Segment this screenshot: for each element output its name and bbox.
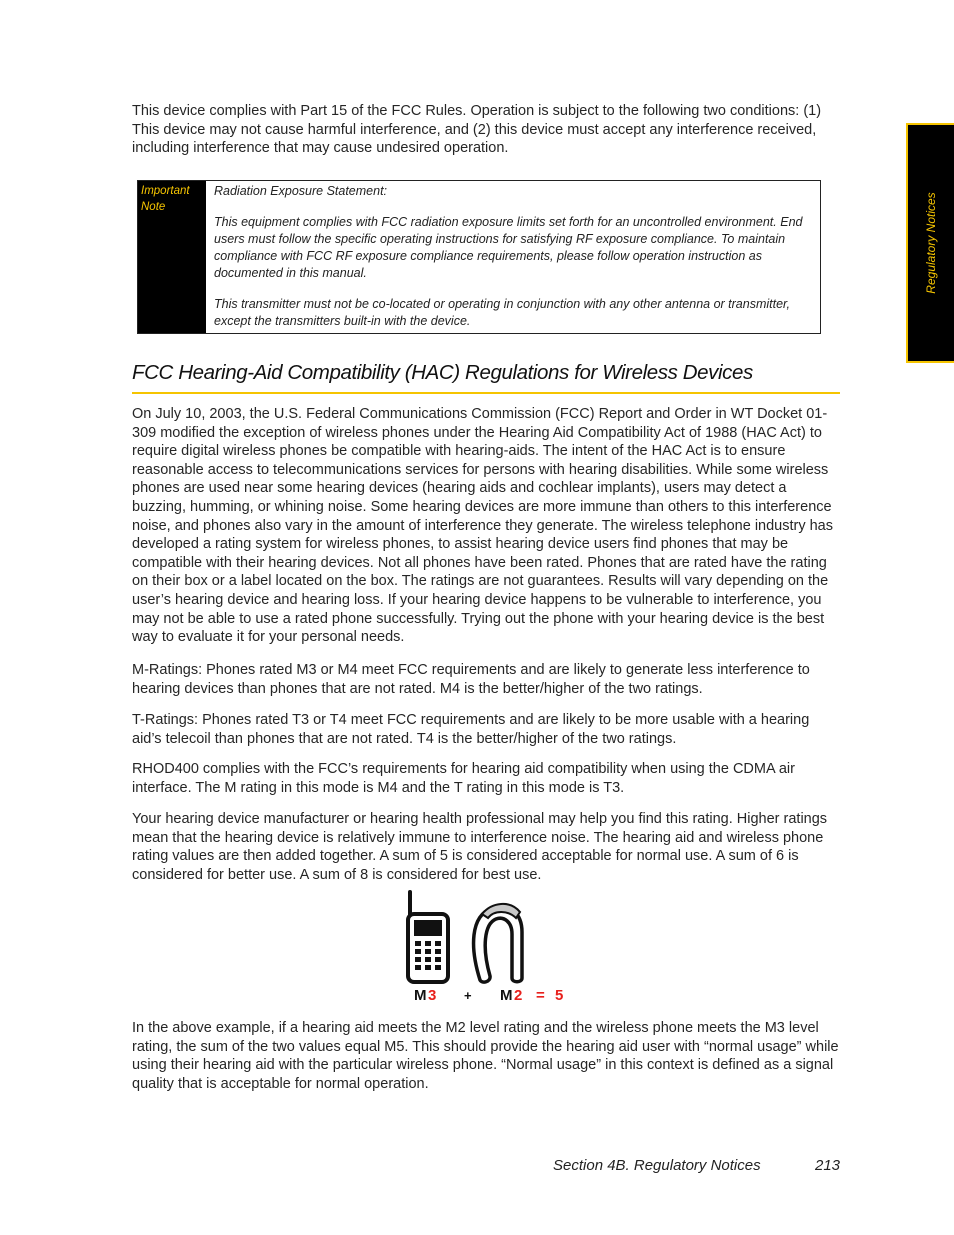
sum-value: 5 bbox=[555, 987, 564, 1004]
example-paragraph: In the above example, if a hearing aid meets the M2 level rating and the wireless phone meets the M3 level rating, the sum of the two values equal M5. This should provide the hearing aid user with “normal usage” while using their hearing aid with the particular wireless phone. “Normal usage” in this context is defined as a signal quality that is acceptable for normal operation. bbox=[132, 1020, 839, 1092]
note-label-line1: Important bbox=[141, 185, 190, 197]
footer-section-title: Section 4B. Regulatory Notices bbox=[553, 1157, 761, 1174]
side-tab-label: Regulatory Notices bbox=[924, 192, 938, 294]
note-paragraph-1: This equipment complies with FCC radiation exposure limits set forth for an uncontrolled environment. End users must follow the specific operating instructions for satisfying RF exposure compliance. To maintain compliance with FCC RF exposure compliance requirements, please follow operation instruction as documented in this manual. bbox=[214, 215, 803, 280]
aid-rating-digit: 2 bbox=[514, 987, 523, 1004]
heading-rule bbox=[132, 392, 840, 394]
note-label-column bbox=[138, 181, 206, 333]
phone-rating-digit: 3 bbox=[428, 987, 437, 1004]
note-label-line2: Note bbox=[141, 201, 166, 213]
rhod-paragraph: RHOD400 complies with the FCC’s requirements for hearing aid compatibility when using the CDMA air interface. The M rating in this mode is M4 and the T rating in this mode is T3. bbox=[132, 761, 795, 796]
manufacturer-paragraph: Your hearing device manufacturer or hearing health professional may help you find this rating. Higher ratings mean that the hearing device is relatively immune to interference noise. The hearing aid and wireless phone rating values are then added together. A sum of 5 is considered acceptable for normal use. A sum of 6 is considered for better use. A sum of 8 is considered for best use. bbox=[132, 811, 828, 883]
side-section-tab bbox=[906, 123, 954, 363]
m-ratings-paragraph: M-Ratings: Phones rated M3 or M4 meet FCC requirements and are likely to generate less interference to hearing devices than phones that are not rated. M4 is the better/higher of the two ratings. bbox=[132, 662, 810, 697]
page-number: 213 bbox=[815, 1157, 841, 1174]
equals-sign: = bbox=[536, 987, 545, 1004]
hac-rating-figure bbox=[400, 888, 580, 1006]
intro-paragraph: This device complies with Part 15 of the FCC Rules. Operation is subject to the following two conditions: (1) This device may not cause harmful interference, and (2) this device must accept any interference received, including interference that may cause undesired operation. bbox=[132, 103, 822, 157]
phone-rating-letter: M bbox=[414, 987, 427, 1004]
note-paragraph-2: This transmitter must not be co-located or operating in conjunction with any other antenna or transmitter, except the transmitters built-in with the device. bbox=[214, 297, 790, 328]
phone-icon bbox=[408, 890, 448, 982]
section-heading: FCC Hearing-Aid Compatibility (HAC) Regulations for Wireless Devices bbox=[132, 361, 753, 384]
note-title: Radiation Exposure Statement: bbox=[214, 184, 388, 198]
t-ratings-paragraph: T-Ratings: Phones rated T3 or T4 meet FCC requirements and are likely to be more usable with a hearing aid’s telecoil than phones that are not rated. T4 is the better/higher of the two ratings. bbox=[132, 712, 810, 747]
important-note-box bbox=[137, 180, 821, 334]
note-label bbox=[141, 183, 203, 215]
hac-paragraph: On July 10, 2003, the U.S. Federal Communications Commission (FCC) Report and Order in WT Docket 01-309 modified the exception of wireless phones under the Hearing Aid Compatibility Act of 1988 (HAC Act) to require digital wireless phones be compatible with hearing-aids. The intent of the HAC Act is to ensure reasonable access to telecommunications services for persons with hearing disabilities. While some wireless phones are used near some hearing devices (hearing aids and cochlear implants), users may detect a buzzing, humming, or whining noise. Some hearing devices are more immune than others to this interference noise, and phones also vary in the amount of interference they generate. The wireless telephone industry has developed a rating system for wireless phones, to assist hearing device users find phones that may be compatible with their hearing devices. Not all phones have been rated. Phones that are rated have the rating on their box or a label located on the box. The ratings are not guarantees. Results will vary depending on the user’s hearing device and hearing loss. If your hearing device happens to be vulnerable to interference, you may not be able to use a rated phone successfully. Trying out the phone with your hearing device is the best way to evaluate it for your personal needs. bbox=[132, 406, 833, 646]
hearing-aid-icon bbox=[474, 904, 522, 982]
plus-sign: + bbox=[464, 988, 472, 1003]
aid-rating-letter: M bbox=[500, 987, 513, 1004]
note-body bbox=[214, 183, 812, 344]
